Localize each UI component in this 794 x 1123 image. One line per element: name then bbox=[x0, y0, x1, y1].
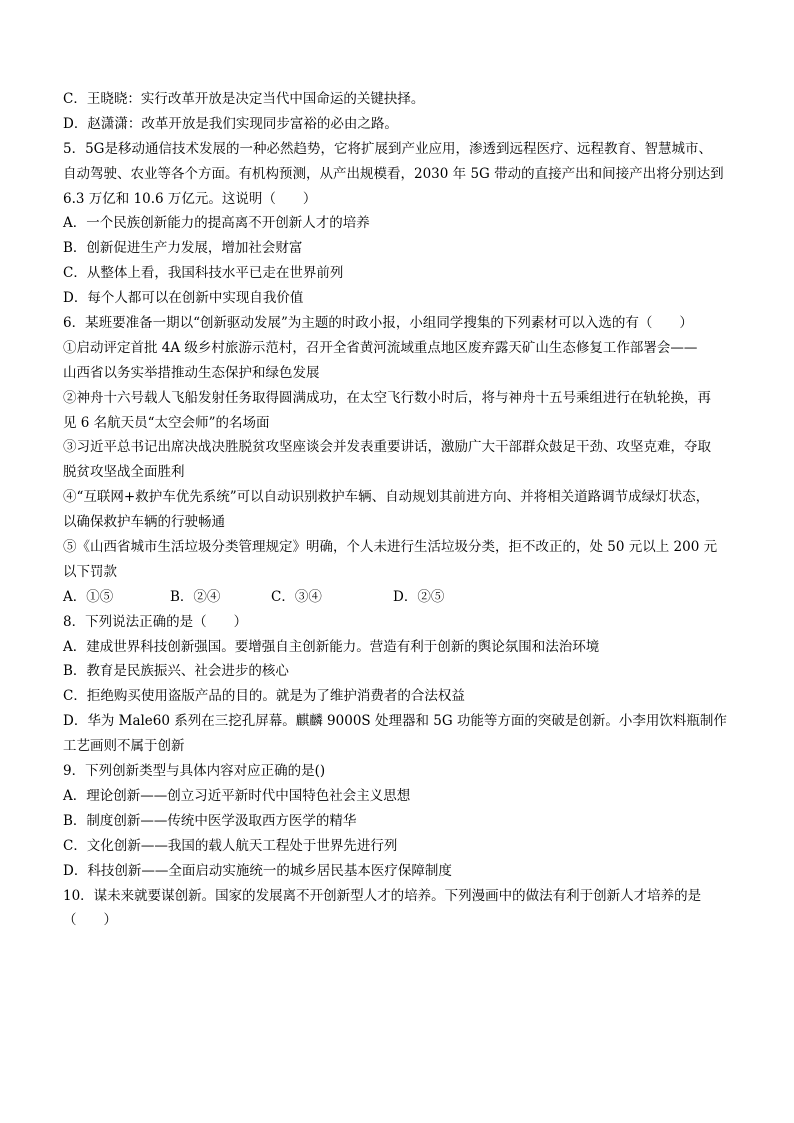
q9-stem: 9．下列创新类型与具体内容对应正确的是() bbox=[63, 763, 326, 780]
q6-item-5-line-1: ⑤《山西省城市生活垃圾分类管理规定》明确，个人未进行生活垃圾分类，拒不改正的，处 50 元以上 200 元 bbox=[63, 539, 718, 556]
q8-option-d-line-2: 工艺画则不属于创新 bbox=[63, 738, 185, 755]
q5-stem-line-3: 6.3 万亿和 10.6 万亿元。这说明（ ） bbox=[63, 190, 317, 207]
q4-option-d: D．赵潇潇：改革开放是我们实现同步富裕的必由之路。 bbox=[63, 115, 398, 132]
q5-option-b: B．创新促进生产力发展，增加社会财富 bbox=[63, 240, 303, 257]
q6-option-d: D．②⑤ bbox=[393, 588, 445, 605]
q4-option-c: C．王晓晓：实行改革开放是决定当代中国命运的关键抉择。 bbox=[63, 91, 425, 107]
q6-option-a: A．①⑤ bbox=[63, 588, 114, 605]
q6-item-2-line-1: ②神舟十六号载人飞船发射任务取得圆满成功，在太空飞行数小时后，将与神舟十五号乘组进行在轨轮换，再 bbox=[63, 389, 711, 406]
q10-stem-line-2: （ ） bbox=[63, 912, 117, 929]
q6-item-2-line-2: 见 6 名航天员“太空会师”的名场面 bbox=[63, 414, 270, 431]
q6-item-3-line-1: ③习近平总书记出席决战决胜脱贫攻坚座谈会并发表重要讲话，激励广大干部群众鼓足干劲、攻坚克难，夺取 bbox=[63, 439, 711, 456]
q6-item-1-line-2: 山西省以务实举措推动生态保护和绿色发展 bbox=[63, 364, 320, 381]
q6-option-b: B．②④ bbox=[170, 588, 221, 605]
q6-options-row bbox=[63, 585, 739, 610]
q5-option-a: A．一个民族创新能力的提高离不开创新人才的培养 bbox=[63, 215, 370, 232]
q5-option-d: D．每个人都可以在创新中实现自我价值 bbox=[63, 290, 304, 307]
q8-option-b: B．教育是民族振兴、社会进步的核心 bbox=[63, 663, 289, 680]
q6-item-4-line-1: ④“互联网+救护车优先系统”可以自动识别救护车辆、自动规划其前进方向、并将相关道路调节成绿灯状态， bbox=[63, 489, 710, 506]
q6-item-3-line-2: 脱贫攻坚战全面胜利 bbox=[63, 464, 185, 481]
q8-stem: 8．下列说法正确的是（ ） bbox=[63, 613, 248, 630]
q6-item-4-line-2: 以确保救护车辆的行驶畅通 bbox=[63, 514, 225, 531]
q8-option-d-line-1: D．华为 Male60 系列在三挖孔屏幕。麒麟 9000S 处理器和 5G 功能等方面的突破是创新。小李用饮料瓶制作 bbox=[63, 713, 727, 730]
q5-stem-line-2: 自动驾驶、农业等各个方面。有机构预测，从产出规模看，2030 年 5G 带动的直接产出和间接产出将分别达到 bbox=[63, 165, 724, 182]
q6-stem: 6．某班要准备一期以“创新驱动发展”为主题的时政小报，小组同学搜集的下列素材可以入选的有（ ） bbox=[63, 315, 693, 332]
q5-stem-line-1: 5．5G是移动通信技术发展的一种必然趋势，它将扩展到产业应用，渗透到远程医疗、远程教育、智慧城市、 bbox=[63, 140, 712, 157]
q8-option-c: C．拒绝购买使用盗版产品的目的。就是为了维护消费者的合法权益 bbox=[63, 688, 465, 705]
q10-stem-line-1: 10．谋未来就要谋创新。国家的发展离不开创新型人才的培养。下列漫画中的做法有利于创新人才培养的是 bbox=[63, 887, 702, 904]
q6-item-5-line-2: 以下罚款 bbox=[63, 563, 117, 580]
document-page bbox=[63, 87, 739, 933]
q9-option-c: C．文化创新——我国的载人航天工程处于世界先进行列 bbox=[63, 837, 398, 854]
q5-option-c: C．从整体上看，我国科技水平已走在世界前列 bbox=[63, 265, 344, 282]
q6-item-1-line-1: ①启动评定首批 4A 级乡村旅游示范村，召开全省黄河流域重点地区废弃露天矿山生态修复工作部署会—— bbox=[63, 339, 698, 356]
q8-option-a: A．建成世界科技创新强国。要增强自主创新能力。营造有利于创新的舆论氛围和法治环境 bbox=[63, 638, 600, 655]
q9-option-d: D．科技创新——全面启动实施统一的城乡居民基本医疗保障制度 bbox=[63, 862, 452, 879]
q9-option-b: B．制度创新——传统中医学汲取西方医学的精华 bbox=[63, 812, 357, 829]
q9-option-a: A．理论创新——创立习近平新时代中国特色社会主义思想 bbox=[63, 787, 411, 804]
q6-option-c: C．③④ bbox=[271, 588, 322, 605]
